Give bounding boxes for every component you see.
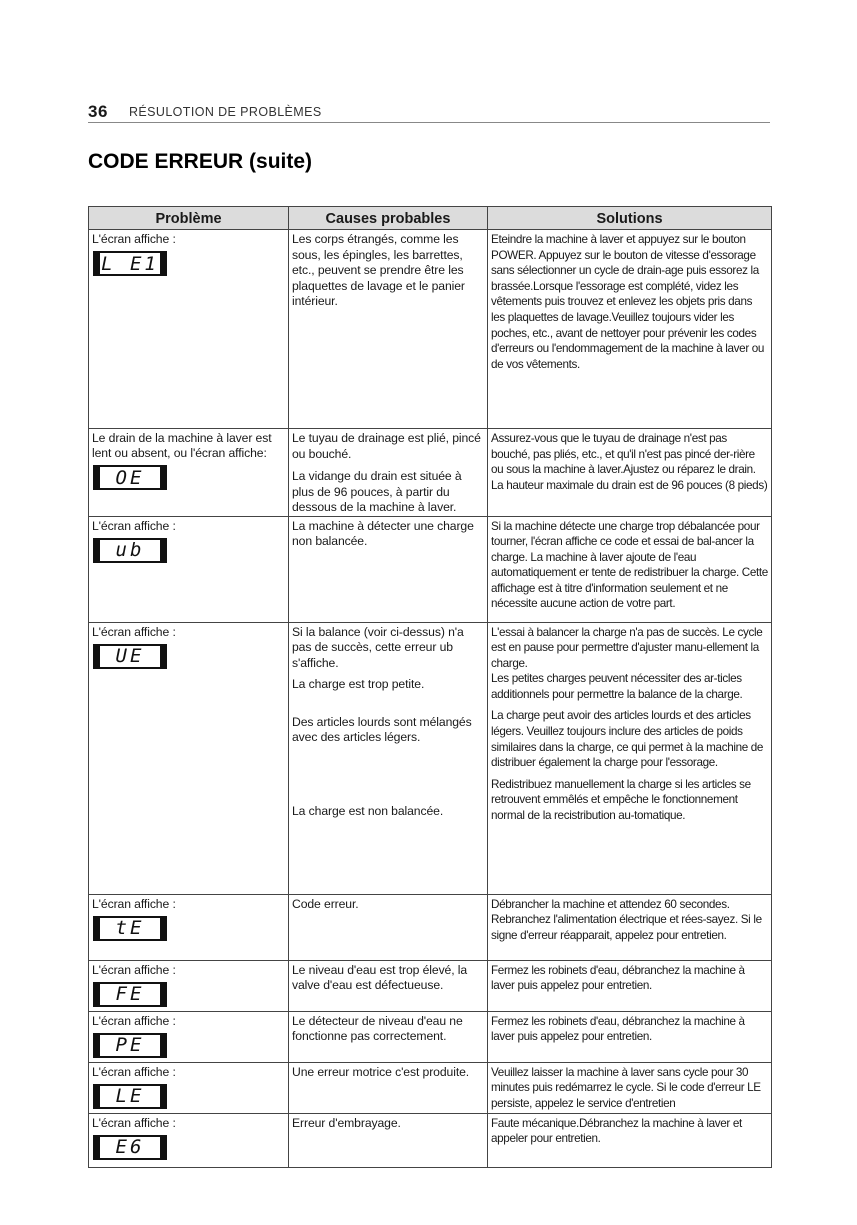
error-code-text: UE [100, 644, 160, 669]
solution-text: Débrancher la machine et attendez 60 secondes. Rebranchez l'alimentation électrique et rées-sayez. Si le signe d'erreur réapparait, appelez pour entretien. [491, 897, 762, 942]
cause-text: La charge est non balancée. [292, 803, 444, 818]
causes-cell [289, 1113, 488, 1167]
display-bar-icon [93, 1033, 100, 1058]
table-row [89, 622, 772, 894]
problem-text: L'écran affiche : [92, 1115, 176, 1130]
causes-cell [289, 622, 488, 894]
column-header-solutions: Solutions [488, 207, 772, 230]
solutions-cell [488, 1011, 772, 1062]
display-bar-icon [160, 1033, 167, 1058]
cause-text: Le détecteur de niveau d'eau ne fonctionne pas correctement. [292, 1013, 463, 1043]
error-code-display [93, 1135, 167, 1160]
display-bar-icon [93, 251, 100, 276]
error-code-display [93, 1084, 167, 1109]
column-header-causes: Causes probables [289, 207, 488, 230]
cause-text: La vidange du drain est située à plus de 96 pouces, à partir du dessous de la machine à laver. [292, 469, 462, 514]
table-row [89, 1113, 772, 1167]
solution-text: Fermez les robinets d'eau, débranchez la machine à laver puis appelez pour entretien. [491, 963, 745, 993]
causes-cell [289, 429, 488, 517]
display-bar-icon [93, 916, 100, 941]
problem-text: L'écran affiche : [92, 1013, 176, 1028]
solutions-cell [488, 622, 772, 894]
solutions-cell [488, 1062, 772, 1113]
solutions-cell [488, 960, 772, 1011]
cause-text: Si la balance (voir ci-dessus) n'a pas de succès, cette erreur ub s'affiche. [292, 624, 464, 670]
problem-cell [89, 960, 289, 1011]
solution-text: La charge peut avoir des articles lourds et des articles légers. Veuillez toujours inclure des articles de poids similaires dans la charge, ce qui permet à la machine de distribuer également la charge pour l'essorage. [491, 709, 764, 770]
cause-text: Des articles lourds sont mélangés avec des articles légers. [292, 714, 472, 744]
display-bar-icon [160, 916, 167, 941]
error-code-text: E6 [100, 1135, 160, 1160]
error-code-text: FE [100, 982, 160, 1007]
solution-text: L'essai à balancer la charge n'a pas de succès. Le cycle est en pause pour permettre d'ajuster manu-ellement la charge. [491, 625, 763, 670]
table-header-row [89, 207, 772, 230]
display-bar-icon [93, 465, 100, 490]
table-row [89, 516, 772, 622]
display-bar-icon [160, 465, 167, 490]
error-code-display [93, 465, 167, 490]
solution-text: Redistribuez manuellement la charge si les articles se retrouvent emmêlés et empêche le fonctionnement normal de la recistribution au-tomatique. [491, 777, 751, 823]
causes-cell [289, 960, 488, 1011]
error-code-display [93, 251, 167, 276]
cause-text: Le tuyau de drainage est plié, pincé ou bouché. [292, 431, 481, 461]
solution-text: Assurez-vous que le tuyau de drainage n'est pas bouché, pas pliés, etc., et qu'il n'est pas pincé der-rière ou sous la machine à laver.Ajustez ou réparez le drain. La hauteur maximale du drain est de 96 pouces (8 pieds) [491, 432, 768, 492]
causes-cell [289, 1011, 488, 1062]
error-code-text: ub [100, 538, 160, 563]
solution-text: Si la machine détecte une charge trop débalancée pour tourner, l'écran affiche ce code et essai de bal-ancer la charge. La machine à laver ajoute de l'eau automatiquement er tente de redistribuer la charge. Cette affichage est à titre d'information seulement et ne nécessite aucune action de votre part. [491, 519, 768, 611]
problem-text: L'écran affiche : [92, 962, 176, 977]
error-code-text: PE [100, 1033, 160, 1058]
cause-text: Erreur d'embrayage. [292, 1115, 401, 1130]
display-bar-icon [160, 251, 167, 276]
error-code-display [93, 538, 167, 563]
problem-cell [89, 1113, 289, 1167]
error-code-display [93, 1033, 167, 1058]
display-bar-icon [93, 1135, 100, 1160]
solution-text: Fermez les robinets d'eau, débranchez la machine à laver puis appelez pour entretien. [491, 1014, 745, 1044]
problem-cell [89, 894, 289, 960]
error-code-text: OE [100, 465, 160, 490]
solution-text: Veuillez laisser la machine à laver sans cycle pour 30 minutes puis redémarrez le cycle. Si le code d'erreur LE persiste, appelez le service d'entretien [491, 1065, 761, 1110]
problem-text: L'écran affiche : [92, 518, 176, 533]
solution-text: Les petites charges peuvent nécessiter des ar-ticles additionnels pour permettre la balance de la charge. [491, 672, 743, 701]
error-code-display [93, 916, 167, 941]
error-code-table [88, 206, 772, 1168]
table-row [89, 1011, 772, 1062]
display-bar-icon [160, 982, 167, 1007]
cause-text: Les corps étrangés, comme les sous, les épingles, les barrettes, etc., peuvent se prendre être les plaquettes de lavage et le panier intérieur. [292, 232, 465, 308]
table-row [89, 894, 772, 960]
problem-text: L'écran affiche : [92, 232, 176, 246]
problem-cell [89, 622, 289, 894]
cause-text: Le niveau d'eau est trop élevé, la valve d'eau est défectueuse. [292, 962, 468, 992]
display-bar-icon [160, 1084, 167, 1109]
problem-text: L'écran affiche : [92, 1064, 176, 1079]
cause-text: Code erreur. [292, 896, 359, 911]
solutions-cell [488, 516, 772, 622]
page-header [88, 102, 770, 123]
display-bar-icon [93, 1084, 100, 1109]
solution-text: Eteindre la machine à laver et appuyez sur le bouton POWER. Appuyez sur le bouton de vitesse d'essorage sans sélectionner un cycle de drain-age puis essorez la brassée.Lorsque l'essorage est complété, videz les vêtements puis trouvez et enlevez les objets pris dans les plaquettes de lavage.Veuillez toujours vider les poches, etc., avant de nettoyer pour prévenir les codes d'erreurs ou l'endommagement de la machine à laver ou de vos vêtements. [491, 233, 765, 371]
solutions-cell [488, 230, 772, 429]
problem-cell [89, 429, 289, 517]
causes-cell [289, 894, 488, 960]
error-code-text: L E1 [101, 252, 159, 275]
problem-text: L'écran affiche : [92, 624, 176, 639]
table-row [89, 230, 772, 429]
problem-text: Le drain de la machine à laver est lent ou absent, ou l'écran affiche: [92, 431, 272, 460]
solutions-cell [488, 429, 772, 517]
problem-cell [89, 1062, 289, 1113]
display-bar-icon [160, 538, 167, 563]
cause-text: La charge est trop petite. [292, 677, 425, 691]
table-row [89, 429, 772, 517]
display-bar-icon [160, 1135, 167, 1160]
causes-cell [289, 1062, 488, 1113]
page-title: CODE ERREUR (suite) [88, 150, 313, 173]
cause-text: La machine à détecter une charge non balancée. [292, 518, 474, 548]
problem-cell [89, 516, 289, 622]
problem-cell [89, 1011, 289, 1062]
column-header-problem: Problème [89, 207, 289, 230]
problem-cell [89, 230, 289, 429]
causes-cell [289, 230, 488, 429]
display-bar-icon [160, 644, 167, 669]
error-code-text: LE [100, 1084, 160, 1109]
section-title: RÉSULOTION DE PROBLÈMES [129, 105, 322, 119]
display-bar-icon [93, 982, 100, 1007]
solutions-cell [488, 1113, 772, 1167]
error-code-text: tE [100, 916, 160, 941]
table-row [89, 1062, 772, 1113]
problem-text: L'écran affiche : [92, 896, 176, 911]
error-code-display [93, 644, 167, 669]
solution-text: Faute mécanique.Débranchez la machine à laver et appeler pour entretien. [491, 1116, 742, 1146]
cause-text: Une erreur motrice c'est produite. [292, 1064, 470, 1079]
causes-cell [289, 516, 488, 622]
display-bar-icon [93, 644, 100, 669]
page-number: 36 [88, 102, 108, 121]
table-row [89, 960, 772, 1011]
display-bar-icon [93, 538, 100, 563]
solutions-cell [488, 894, 772, 960]
error-code-display [93, 982, 167, 1007]
